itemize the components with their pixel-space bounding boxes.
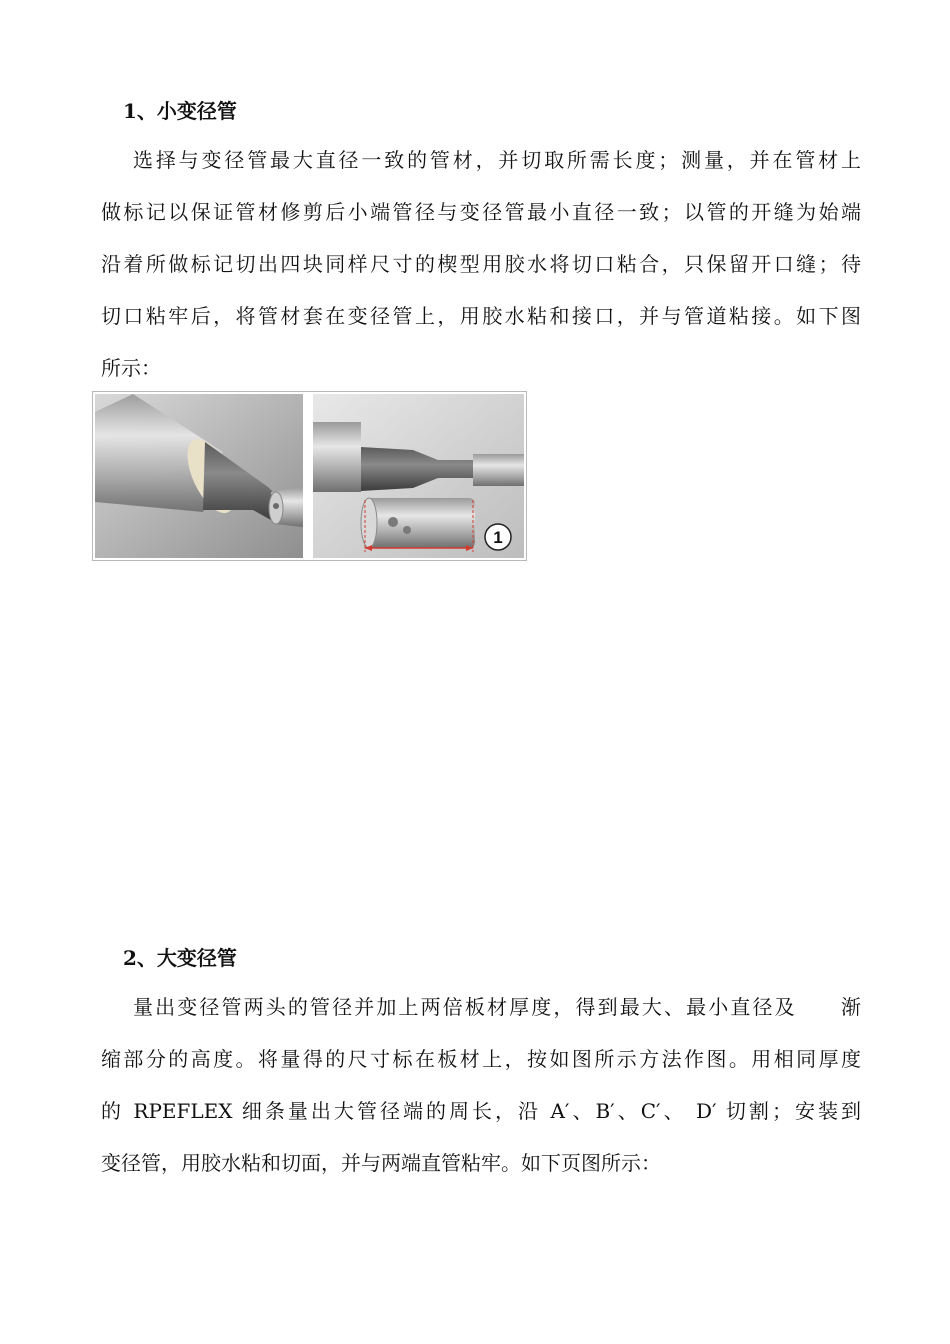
step-number-label: 1 xyxy=(493,528,503,547)
paragraph-line: 做标记以保证管材修剪后小端管径与变径管最小直径一致；以管的开缝为始端 xyxy=(101,200,861,224)
paragraph-line: 沿着所做标记切出四块同样尺寸的楔型用胶水将切口粘合，只保留开口缝；待 xyxy=(101,252,861,276)
paragraph-line: 缩部分的高度。将量得的尺寸标在板材上，按如图所示方法作图。用相同厚度 xyxy=(101,1047,861,1071)
section2-paragraph xyxy=(101,981,861,1189)
paragraph-line: 所示： xyxy=(101,356,161,380)
paragraph-line: 切口粘牢后，将管材套在变径管上，用胶水粘和接口，并与管道粘接。如下图 xyxy=(101,304,861,328)
right-photo xyxy=(313,394,524,558)
left-photo xyxy=(95,394,303,558)
section1-paragraph xyxy=(101,134,861,394)
paragraph-line: 变径管，用胶水粘和切面，并与两端直管粘牢。如下页图所示： xyxy=(101,1151,661,1175)
reducer-photo-pair xyxy=(93,392,526,560)
paragraph-line: 量出变径管两头的管径并加上两倍板材厚度，得到最大、最小直径及 渐 xyxy=(133,995,861,1019)
reducer-installation-figure xyxy=(92,391,527,561)
paragraph-line: 的 RPEFLEX 细条量出大管径端的周长，沿 A′、B′、C′、 D′ 切割；安装到 xyxy=(101,1099,861,1123)
paragraph-line: 选择与变径管最大直径一致的管材，并切取所需长度；测量，并在管材上 xyxy=(133,148,861,172)
section1-heading: 1、小变径管 xyxy=(123,99,237,123)
section2-heading: 2、大变径管 xyxy=(123,946,237,970)
